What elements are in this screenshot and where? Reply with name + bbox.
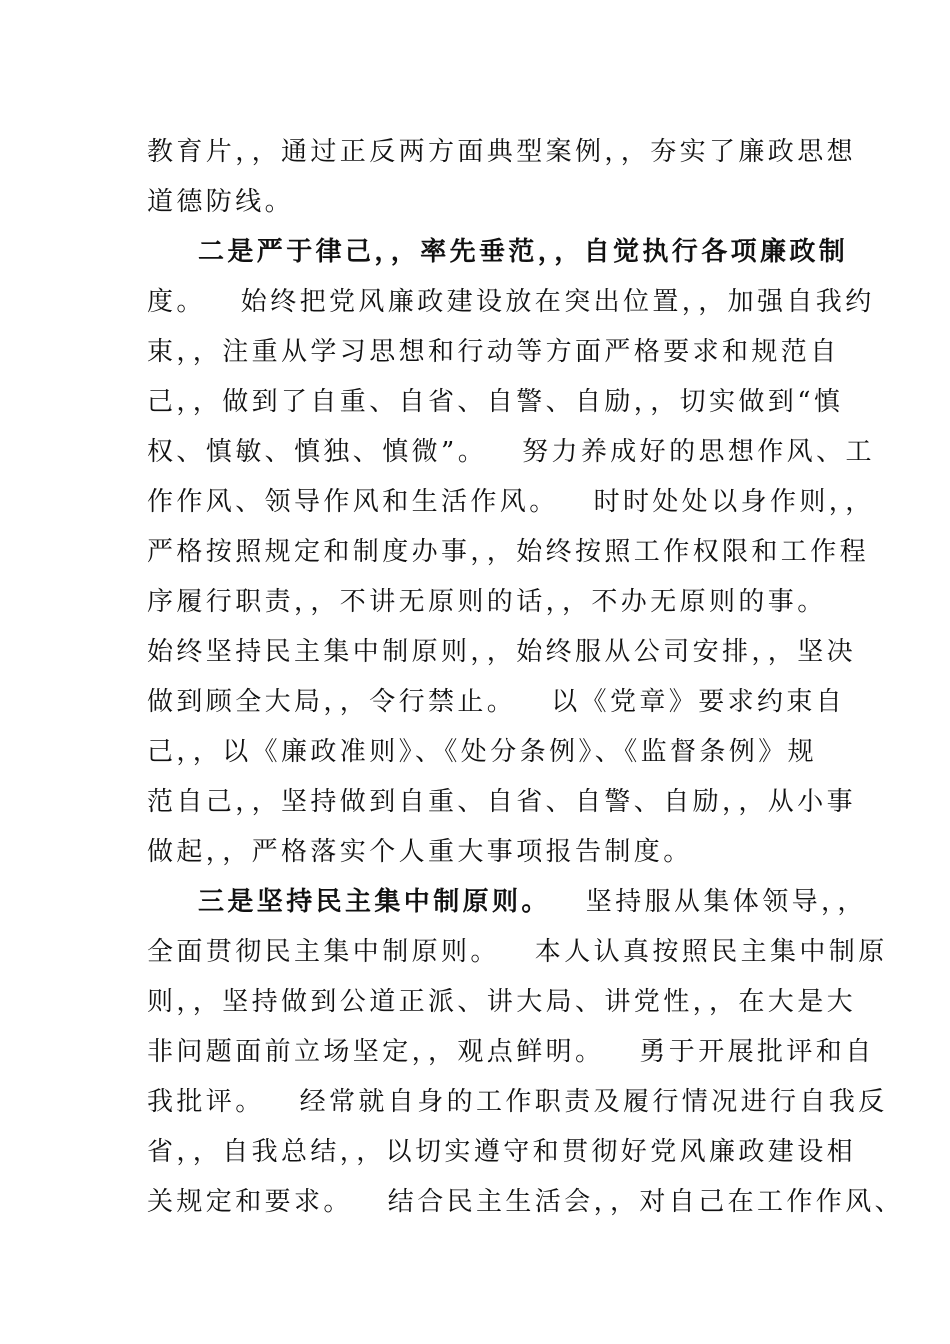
text-line: 范自己，，坚持做到自重、自省、自警、自励，，从小事 [147, 787, 857, 817]
text-line: 权、慎敏、慎独、慎微”。 努力养成好的思想作风、工 [147, 437, 875, 467]
text-line: 始终坚持民主集中制原则，，始终服从公司安排，，坚决 [147, 637, 857, 667]
text-line: 则，，坚持做到公道正派、讲大局、讲党性，，在大是大 [147, 987, 857, 1017]
text-line: 全面贯彻民主集中制原则。 本人认真按照民主集中制原 [147, 937, 888, 967]
text-line: 非问题面前立场坚定，，观点鲜明。 勇于开展批评和自 [147, 1037, 875, 1067]
text-line: 作作风、领导作风和生活作风。 时时处处以身作则，， [147, 487, 875, 517]
text-line: 教育片，，通过正反两方面典型案例，，夯实了廉政思想 [147, 137, 857, 167]
section-heading-three-continuation: 坚持服从集体领导，， [550, 887, 867, 917]
text-line: 我批评。 经常就自身的工作职责及履行情况进行自我反 [147, 1087, 888, 1117]
section-heading-three-line [198, 877, 888, 927]
text-line: 度。 始终把党风廉政建设放在突出位置，，加强自我约 [147, 287, 875, 317]
text-line: 束，，注重从学习思想和行动等方面严格要求和规范自 [147, 337, 840, 367]
text-line: 序履行职责，，不讲无原则的话，，不办无原则的事。 [147, 587, 827, 617]
text-line: 做起，，严格落实个人重大事项报告制度。 [147, 837, 693, 867]
text-line: 省，，自我总结，，以切实遵守和贯彻好党风廉政建设相 [147, 1137, 857, 1167]
section-heading-three: 三是坚持民主集中制原则。 [198, 887, 551, 917]
text-line: 做到顾全大局，，令行禁止。 以《党章》要求约束自 [147, 687, 846, 717]
text-line: 道德防线。 [147, 187, 295, 217]
text-line: 严格按照规定和制度办事，，始终按照工作权限和工作程 [147, 537, 870, 567]
text-line: 关规定和要求。 结合民主生活会，，对自己在工作作风、 [147, 1187, 904, 1217]
section-heading-two: 二是严于律己，，率先垂范，，自觉执行各项廉政制 [198, 237, 849, 267]
text-line: 己，，以《廉政准则》、《处分条例》、《监督条例》规 [147, 737, 818, 767]
text-line: 己，，做到了自重、自省、自警、自励，，切实做到“慎 [147, 387, 844, 417]
